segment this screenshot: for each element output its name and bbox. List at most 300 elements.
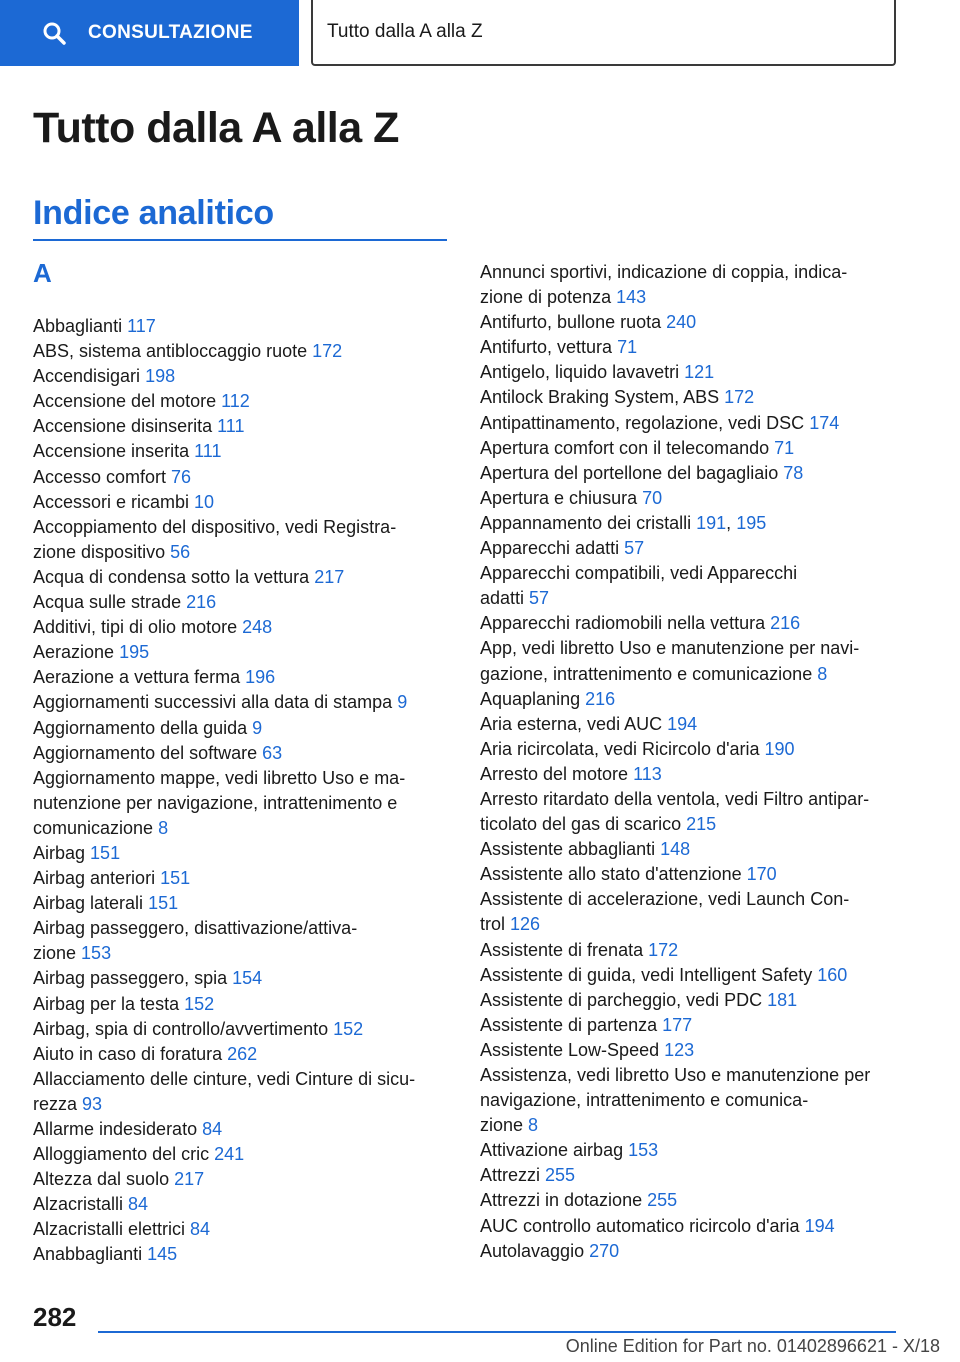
index-entry-line (33, 490, 445, 515)
index-entry-text: Apparecchi adatti (480, 538, 625, 559)
index-entry (480, 1013, 920, 1038)
index-entry (480, 787, 920, 837)
index-entry-line (480, 561, 920, 586)
search-icon (42, 21, 66, 45)
index-entry (480, 636, 920, 686)
index-entry-text: Apertura e chiusura (480, 487, 643, 508)
index-entry (480, 310, 920, 335)
page-reference-link[interactable]: 57 (624, 538, 645, 559)
index-entry-text: Allarme indesiderato (33, 1119, 203, 1139)
index-entry-line (480, 1138, 920, 1163)
index-entry-line (480, 411, 920, 436)
index-entry (33, 364, 445, 389)
index-entry (33, 615, 445, 640)
page-reference-link[interactable]: 215 (686, 814, 717, 835)
index-entry-line (480, 461, 920, 486)
index-entry-text: Antigelo, liquido lavavetri (480, 362, 685, 383)
page-reference-link[interactable]: 194 (667, 713, 698, 734)
index-entry (33, 640, 445, 665)
index-entry (33, 339, 445, 364)
page-reference-link[interactable]: 195 (736, 512, 767, 533)
index-entry-line (33, 1117, 445, 1142)
index-entry (480, 988, 920, 1013)
index-entry-line (33, 665, 445, 690)
page-reference-link[interactable]: 198 (145, 366, 176, 387)
page-reference-link[interactable]: 216 (770, 613, 801, 634)
index-entry (33, 1217, 445, 1242)
index-entry-line (33, 364, 445, 389)
index-entry-text: Airbag per la testa (33, 993, 185, 1014)
index-entry-text: Assistente di frenata (480, 939, 649, 960)
index-entry (480, 963, 920, 988)
page-reference-link[interactable]: 240 (666, 312, 697, 333)
index-entry-line (33, 439, 445, 464)
index-entry (33, 1017, 445, 1042)
index-entry-line (480, 260, 920, 285)
page-reference-link[interactable]: 111 (217, 416, 245, 437)
index-entry (33, 515, 445, 565)
index-entry-text: gazione, intrattenimento e comunicazione (480, 663, 818, 684)
index-entry-line (33, 314, 445, 339)
index-entry-text: trol (480, 914, 511, 935)
page-reference-link[interactable]: 8 (528, 1115, 539, 1136)
index-entry-text: Accendisigari (33, 366, 146, 387)
page-reference-link[interactable]: 8 (158, 817, 169, 838)
index-entry-line (33, 339, 445, 364)
page-reference-link[interactable]: 143 (616, 287, 647, 308)
index-entry (480, 561, 920, 611)
index-entry-text: Airbag passeggero, disattivazione/attiva- (33, 918, 358, 939)
index-entry-text: Assistente di partenza (480, 1014, 663, 1035)
page-reference-link[interactable]: 84 (128, 1194, 149, 1215)
index-entry (480, 360, 920, 385)
index-entry-line (480, 486, 920, 511)
index-entry (480, 1214, 920, 1239)
index-entry-line (480, 837, 920, 862)
page-reference-link[interactable]: 151 (148, 893, 179, 914)
index-entry (33, 1067, 445, 1117)
index-entry-text: Aerazione (33, 642, 120, 663)
index-entry-text: Antilock Braking System, ABS (480, 387, 725, 408)
page-reference-link[interactable]: 152 (333, 1018, 364, 1039)
page-reference-link[interactable]: 126 (510, 914, 541, 935)
index-entry-line (480, 812, 920, 837)
index-entry-text: Aerazione a vettura ferma (33, 667, 246, 688)
index-entry-text: Aggiornamento del software (33, 742, 263, 763)
index-entry-text: Assistente di parcheggio, vedi PDC (480, 989, 768, 1010)
consultazione-tab[interactable] (0, 0, 299, 66)
index-entry-text: Arresto ritardato della ventola, vedi Filtro antipar- (480, 788, 870, 809)
page-reference-link[interactable]: 216 (186, 592, 217, 613)
index-entry-text: Accesso comfort (33, 466, 172, 487)
page-reference-link[interactable]: 78 (783, 462, 804, 483)
index-entry-text: zione dispositivo (33, 541, 171, 562)
index-entry (480, 837, 920, 862)
index-entry-line (480, 762, 920, 787)
index-entry-text: Aria esterna, vedi AUC (480, 713, 668, 734)
index-entry (33, 565, 445, 590)
page-reference-link[interactable]: 9 (397, 692, 408, 713)
page-reference-link[interactable]: 93 (82, 1093, 103, 1114)
consultazione-tab-label: CONSULTAZIONE (88, 22, 253, 43)
index-entry (33, 1192, 445, 1217)
index-entry-line (480, 737, 920, 762)
index-entry-line (480, 938, 920, 963)
index-entry (480, 511, 920, 536)
page-reference-link[interactable]: 84 (190, 1219, 211, 1240)
section-divider (33, 239, 447, 241)
index-entry-line (33, 766, 445, 791)
breadcrumb (311, 0, 896, 66)
index-entry (33, 992, 445, 1017)
index-entry-text: ABS, sistema antibloccaggio ruote (33, 341, 313, 362)
index-entry-text: AUC controllo automatico ricircolo d'aria (480, 1215, 805, 1236)
index-entry-line (33, 1242, 445, 1267)
index-entry-text: nutenzione per navigazione, intrattenimento e (33, 792, 398, 813)
page-reference-link[interactable]: 255 (647, 1190, 678, 1211)
page-reference-link[interactable]: 112 (221, 391, 250, 412)
index-entry-line (480, 862, 920, 887)
page-number: 282 (33, 1302, 77, 1332)
index-entry-line (480, 536, 920, 561)
page-reference-link[interactable]: 152 (184, 993, 215, 1014)
index-entry-text: Airbag laterali (33, 893, 149, 914)
page-reference-link[interactable]: 174 (809, 412, 840, 433)
index-entry (33, 490, 445, 515)
index-entry-text: Allacciamento delle cinture, vedi Cinture di sicu- (33, 1068, 416, 1089)
page-reference-link[interactable]: 148 (660, 839, 691, 860)
index-entry-text: Attrezzi (480, 1165, 546, 1186)
section-title: Indice analitico (33, 194, 274, 232)
index-entry-line (480, 1163, 920, 1188)
index-entry (480, 461, 920, 486)
index-entry-line (33, 640, 445, 665)
index-entry (33, 1167, 445, 1192)
index-entry-line (33, 816, 445, 841)
page-reference-link[interactable]: 71 (774, 437, 795, 458)
index-entry (480, 536, 920, 561)
index-entry-text: Apparecchi compatibili, vedi Apparecchi (480, 563, 798, 584)
index-entry (33, 741, 445, 766)
page-reference-link[interactable]: 177 (662, 1014, 693, 1035)
index-entry-text: navigazione, intrattenimento e comunica- (480, 1090, 809, 1111)
index-entry-line (33, 565, 445, 590)
index-entry-line (480, 285, 920, 310)
index-entry-line (480, 988, 920, 1013)
page-reference-link[interactable]: 262 (227, 1043, 258, 1064)
index-entry (33, 439, 445, 464)
index-entry-text: Appannamento dei cristalli (480, 512, 697, 533)
index-entry-line (33, 389, 445, 414)
page-reference-link[interactable]: 84 (202, 1119, 223, 1139)
index-entry (33, 665, 445, 690)
index-entry-line (33, 966, 445, 991)
index-entry-text: Apertura del portellone del bagagliaio (480, 462, 784, 483)
index-entry-text: Altezza dal suolo (33, 1169, 175, 1190)
index-entry-line (480, 787, 920, 812)
index-entry-text: rezza (33, 1093, 83, 1114)
index-entry-text: Accensione del motore (33, 391, 222, 412)
page-reference-link[interactable]: 172 (648, 939, 679, 960)
index-entry-text: Antifurto, vettura (480, 337, 618, 358)
index-entry-text: Aggiornamenti successivi alla data di stampa (33, 692, 398, 713)
index-column-left (33, 314, 445, 1268)
page-reference-link[interactable]: 9 (252, 717, 263, 738)
index-entry-line (480, 1113, 920, 1138)
page-reference-link[interactable]: 190 (764, 738, 795, 759)
index-entry-text: Alloggiamento del cric (33, 1144, 215, 1165)
index-entry-line (33, 515, 445, 540)
index-entry-line (33, 1142, 445, 1167)
index-entry-line (33, 791, 445, 816)
index-entry (480, 385, 920, 410)
page-reference-link[interactable]: 111 (194, 441, 222, 462)
index-entry-line (480, 1063, 920, 1088)
index-entry-text: Additivi, tipi di olio motore (33, 617, 243, 638)
index-entry (480, 411, 920, 436)
index-entry-text: Antifurto, bullone ruota (480, 312, 667, 333)
index-entry (33, 841, 445, 866)
index-entry (33, 866, 445, 891)
index-entry-line (480, 687, 920, 712)
index-entry (480, 1239, 920, 1264)
page-reference-link[interactable]: 160 (817, 964, 848, 985)
index-entry-line (33, 590, 445, 615)
page-reference-link[interactable]: 217 (174, 1169, 205, 1190)
index-entry-text: Assistente allo stato d'attenzione (480, 864, 747, 885)
index-entry-text: Anabbaglianti (33, 1244, 148, 1265)
index-entry (33, 1142, 445, 1167)
index-entry-line (480, 1188, 920, 1213)
index-entry-line (33, 741, 445, 766)
index-entry (480, 687, 920, 712)
index-column-right (480, 260, 920, 1264)
page-reference-link[interactable]: 255 (545, 1165, 576, 1186)
index-entry-text: Accensione disinserita (33, 416, 218, 437)
page-reference-link[interactable]: 151 (90, 842, 121, 863)
page-title: Tutto dalla A alla Z (33, 104, 399, 152)
page-reference-link[interactable]: 151 (160, 868, 191, 889)
index-entry-line (480, 887, 920, 912)
index-entry-line (33, 1192, 445, 1217)
index-entry (480, 1038, 920, 1063)
page-reference-link[interactable]: 172 (724, 387, 755, 408)
index-entry-line (480, 1239, 920, 1264)
index-entry-line (480, 963, 920, 988)
index-entry (33, 389, 445, 414)
index-entry-line (480, 335, 920, 360)
index-entry-text: Assistente Low-Speed (480, 1039, 665, 1060)
index-entry-line (33, 540, 445, 565)
page-reference-link[interactable]: 57 (529, 588, 550, 609)
page-reference-link[interactable]: 63 (262, 742, 283, 763)
page-reference-link[interactable]: 241 (214, 1144, 245, 1165)
index-entry-line (480, 636, 920, 661)
index-entry-text: Airbag anteriori (33, 868, 161, 889)
index-entry-text: Accensione inserita (33, 441, 195, 462)
index-entry (33, 716, 445, 741)
index-entry-text: Alzacristalli elettrici (33, 1219, 191, 1240)
index-entry-text: Aria ricircolata, vedi Ricircolo d'aria (480, 738, 765, 759)
page-reference-link[interactable]: 121 (684, 362, 715, 383)
index-entry-text: Accoppiamento del dispositivo, vedi Registra- (33, 516, 397, 537)
index-entry (480, 1138, 920, 1163)
index-entry-text: Apertura comfort con il telecomando (480, 437, 775, 458)
index-entry-text: zione di potenza (480, 287, 617, 308)
index-entry-text: adatti (480, 588, 530, 609)
index-entry-line (480, 611, 920, 636)
index-entry-line (33, 916, 445, 941)
index-entry-text: App, vedi libretto Uso e manutenzione per navi- (480, 638, 860, 659)
index-entry-line (33, 1042, 445, 1067)
index-entry (480, 335, 920, 360)
index-entry (33, 590, 445, 615)
index-entry-line (33, 866, 445, 891)
index-entry (480, 862, 920, 887)
index-entry (33, 1117, 445, 1142)
index-entry-text: Aggiornamento mappe, vedi libretto Uso e ma- (33, 767, 406, 788)
index-entry-line (480, 662, 920, 687)
index-entry-line (33, 891, 445, 916)
index-entry (33, 314, 445, 339)
index-entry-text: Apparecchi radiomobili nella vettura (480, 613, 771, 634)
footer-edition-text: Online Edition for Part no. 01402896621 - X/18 (565, 1336, 940, 1356)
index-entry-line (33, 615, 445, 640)
index-entry-line (33, 841, 445, 866)
index-entry-text: Alzacristalli (33, 1194, 129, 1215)
index-entry (480, 1063, 920, 1138)
index-entry-line (480, 1013, 920, 1038)
index-entry-text: Autolavaggio (480, 1240, 590, 1261)
index-entry (480, 611, 920, 636)
page-ref-separator: , (726, 512, 737, 533)
breadcrumb-label: Tutto dalla A alla Z (327, 21, 483, 42)
index-entry (33, 916, 445, 966)
index-entry (33, 766, 445, 841)
index-entry-line (480, 360, 920, 385)
index-entry (33, 465, 445, 490)
index-entry (480, 1188, 920, 1213)
page-reference-link[interactable]: 170 (746, 864, 777, 885)
page-reference-link[interactable]: 248 (242, 617, 273, 638)
index-entry-line (480, 912, 920, 937)
page-reference-link[interactable]: 8 (817, 663, 828, 684)
index-entry (480, 887, 920, 937)
page-reference-link[interactable]: 195 (119, 642, 150, 663)
index-entry-line (480, 385, 920, 410)
index-entry-line (33, 1092, 445, 1117)
page-reference-link[interactable]: 196 (245, 667, 276, 688)
index-entry (480, 436, 920, 461)
index-entry (480, 762, 920, 787)
index-entry-text: Assistente di accelerazione, vedi Launch Con- (480, 889, 850, 910)
index-entry (33, 414, 445, 439)
page-reference-link[interactable]: 172 (312, 341, 343, 362)
page-reference-link[interactable]: 217 (314, 566, 345, 587)
index-entry (33, 966, 445, 991)
page-reference-link[interactable]: 70 (642, 487, 663, 508)
index-entry-text: zione (33, 943, 82, 964)
index-entry-text: Airbag, spia di controllo/avvertimento (33, 1018, 334, 1039)
index-entry-text: Annunci sportivi, indicazione di coppia, indica- (480, 262, 848, 282)
index-entry-line (33, 1167, 445, 1192)
index-entry-text: Attivazione airbag (480, 1140, 629, 1161)
index-letter-heading: A (33, 258, 52, 288)
page-reference-link[interactable]: 56 (170, 541, 191, 562)
page-reference-link[interactable]: 123 (664, 1039, 695, 1060)
page-reference-link[interactable]: 145 (147, 1244, 178, 1265)
footer-divider (98, 1331, 896, 1333)
index-entry (33, 690, 445, 715)
index-entry-text: Acqua sulle strade (33, 592, 187, 613)
index-entry-line (33, 1017, 445, 1042)
page-reference-link[interactable]: 194 (804, 1215, 835, 1236)
index-entry-line (33, 414, 445, 439)
index-entry-line (33, 716, 445, 741)
page-reference-link[interactable]: 71 (617, 337, 638, 358)
index-entry-line (480, 1088, 920, 1113)
index-entry (33, 1242, 445, 1267)
index-entry-text: Assistenza, vedi libretto Uso e manutenzione per (480, 1065, 871, 1085)
page-reference-link[interactable]: 191 (696, 512, 727, 533)
index-entry-line (33, 1217, 445, 1242)
index-entry-text: Arresto del motore (480, 763, 634, 784)
index-entry-text: Abbaglianti (33, 316, 128, 336)
index-entry-text: Airbag passeggero, spia (33, 968, 233, 989)
index-entry (480, 1163, 920, 1188)
index-entry-text: Aquaplaning (480, 688, 586, 709)
page-reference-link[interactable]: 154 (232, 968, 263, 989)
index-entry-line (480, 436, 920, 461)
page-reference-link[interactable]: 113 (633, 763, 662, 784)
page-reference-link[interactable]: 181 (767, 989, 798, 1010)
index-entry-line (33, 992, 445, 1017)
index-entry-text: Attrezzi in dotazione (480, 1190, 648, 1211)
page-reference-link[interactable]: 76 (171, 466, 192, 487)
index-entry-text: Assistente di guida, vedi Intelligent Safety (480, 964, 818, 985)
index-entry-line (480, 1038, 920, 1063)
page-reference-link[interactable]: 270 (589, 1240, 620, 1261)
index-entry-text: ticolato del gas di scarico (480, 814, 687, 835)
page-reference-link[interactable]: 117 (127, 316, 156, 336)
index-entry-text: Airbag (33, 842, 91, 863)
index-entry-line (33, 941, 445, 966)
index-entry-line (480, 586, 920, 611)
index-entry-line (480, 511, 920, 536)
index-entry (480, 712, 920, 737)
index-entry-text: comunicazione (33, 817, 159, 838)
index-entry (480, 938, 920, 963)
index-entry (480, 486, 920, 511)
index-entry-text: Aggiornamento della guida (33, 717, 253, 738)
index-entry (480, 260, 920, 310)
index-entry (33, 1042, 445, 1067)
index-entry-line (33, 690, 445, 715)
index-entry-text: Acqua di condensa sotto la vettura (33, 566, 315, 587)
index-entry (480, 737, 920, 762)
page-reference-link[interactable]: 153 (628, 1140, 659, 1161)
index-entry-line (33, 1067, 445, 1092)
index-entry-text: Aiuto in caso di foratura (33, 1043, 228, 1064)
index-entry-text: Antipattinamento, regolazione, vedi DSC (480, 412, 810, 433)
index-entry-line (480, 712, 920, 737)
page-reference-link[interactable]: 216 (585, 688, 616, 709)
index-entry-text: Accessori e ricambi (33, 491, 195, 512)
page-reference-link[interactable]: 10 (194, 491, 215, 512)
index-entry-line (480, 310, 920, 335)
index-entry (33, 891, 445, 916)
page-reference-link[interactable]: 153 (81, 943, 112, 964)
